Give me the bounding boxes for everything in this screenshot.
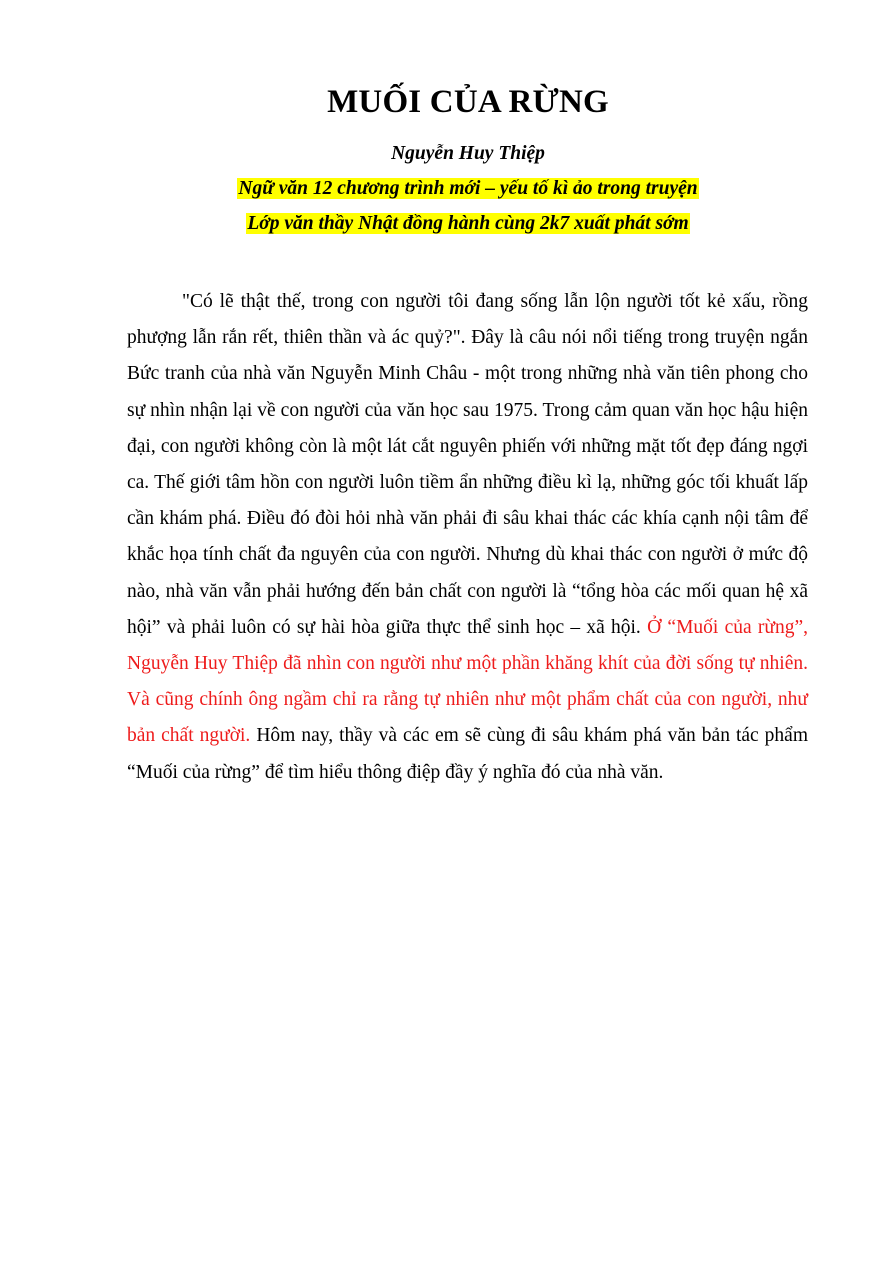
body-paragraph [127,284,808,791]
highlight-text-1: Ngữ văn 12 chương trình mới – yếu tố kì ảo trong truyện [238,178,698,199]
highlight-line-1 [0,178,892,200]
highlight-text-2: Lớp văn thầy Nhật đồng hành cùng 2k7 xuất phát sớm [247,213,689,234]
author-name: Nguyễn Huy Thiệp [391,143,545,164]
paragraph-red-emphasis: Ở “Muối của rừng”, Nguyễn Huy Thiệp đã nhìn con người như một phần khăng khít của đời sống tự nhiên. Và cũng chính ông ngầm chỉ ra rằng tự nhiên như một phẩm chất của con người, như bản chất người. [127,616,808,747]
page-title: MUỐI CỦA RỪNG [327,84,609,120]
paragraph-part-3: Hôm nay, thầy và các em sẽ cùng đi sâu khám phá văn bản tác phẩm “Muối của rừng” để tìm hiểu thông điệp đầy ý nghĩa đó của nhà văn. [127,725,808,783]
paragraph-part-1: "Có lẽ thật thế, trong con người tôi đang sống lẫn lộn người tốt kẻ xấu, rồng phượng lẫn rắn rết, thiên thần và ác quỷ?". Đây là câu nói nổi tiếng trong truyện ngắn Bức tranh của nhà văn Nguyễn Minh Châu - một trong những nhà văn tiên phong cho sự nhìn nhận lại về con người của văn học sau 1975. Trong cảm quan văn học hậu hiện đại, con người không còn là một lát cắt nguyên phiến với những mặt tốt đẹp đáng ngợi ca. Thế giới tâm hồn con người luôn tiềm ẩn những điều kì lạ, những góc tối khuất lấp cần khám phá. Điều đó đòi hỏi nhà văn phải đi sâu khai thác các khía cạnh nội tâm để khắc họa tính chất đa nguyên của con người. Nhưng dù khai thác con người ở mức độ nào, nhà văn vẫn phải hướng đến bản chất con người là “tổng hòa các mối quan hệ xã hội” và phải luôn có sự hài hòa giữa thực thể sinh học – xã hội. [127,291,808,638]
highlight-line-2 [0,213,892,235]
